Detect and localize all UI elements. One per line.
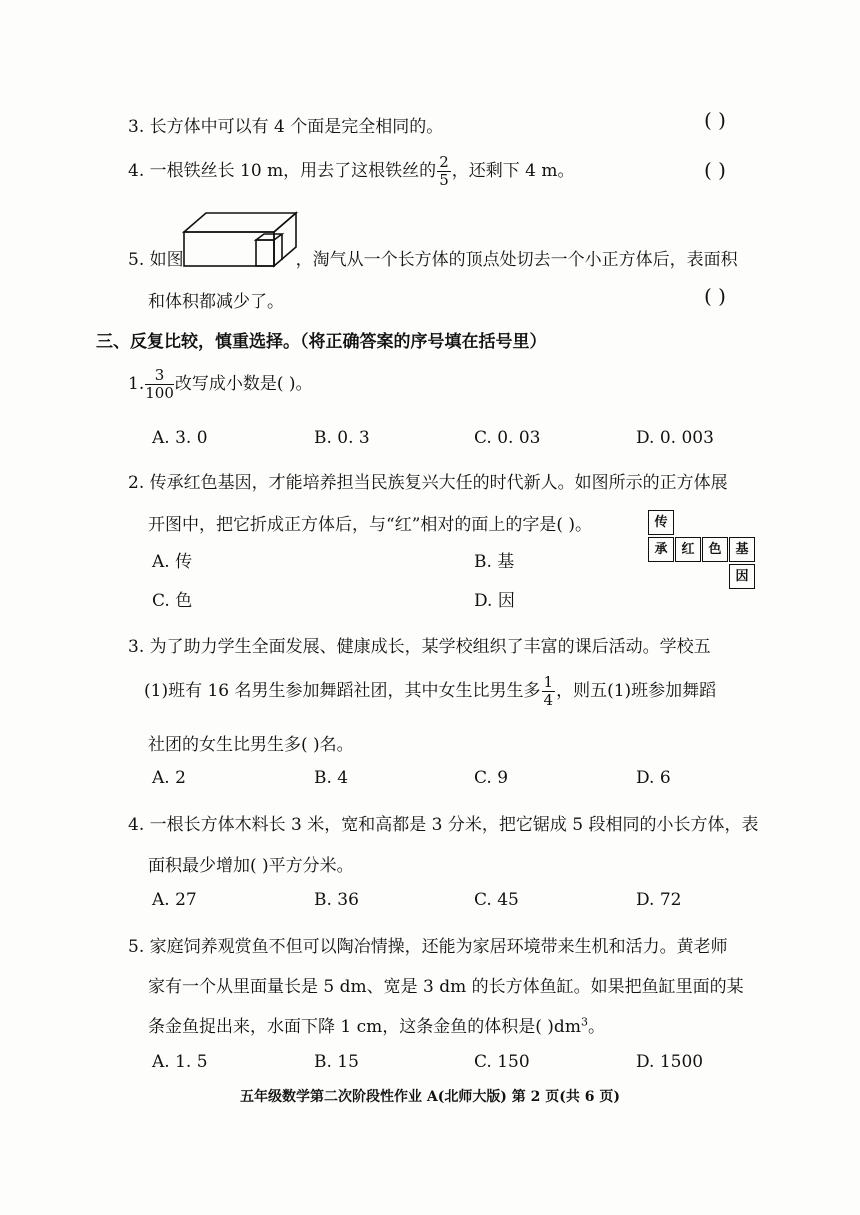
page-footer: 五年级数学第二次阶段性作业 A(北师大版) 第 2 页(共 6 页) [239, 1089, 621, 1105]
fraction-denominator: 100 [145, 384, 174, 402]
cube-net [648, 510, 756, 590]
question-5-line1: 5. 家庭饲养观赏鱼不但可以陶冶情操，还能为家居环境带来生机和活力。黄老师 [128, 937, 728, 957]
option-c[interactable]: C. 色 [152, 591, 193, 611]
question-3-line1: 3. 为了助力学生全面发展、健康成长，某学校组织了丰富的课后活动。学校五 [128, 637, 711, 657]
option-b[interactable]: B. 15 [314, 1052, 359, 1072]
question-3-line3: 社团的女生比男生多( )名。 [148, 735, 354, 755]
judge-item-3: 3. 长方体中可以有 4 个面是完全相同的。 [128, 117, 444, 137]
net-cell: 因 [729, 564, 755, 589]
fraction [542, 675, 556, 708]
judge-item-5-text: 5. 如图 [128, 250, 184, 270]
question-3-text-end: ，则五(1)班参加舞蹈 [556, 681, 717, 701]
judge-item-5-line2: 和体积都减少了。 [148, 292, 284, 312]
section-title: 三、反复比较，慎重选择。（将正确答案的序号填在括号里） [96, 332, 547, 352]
question-1-number: 1. [128, 374, 145, 394]
answer-paren[interactable]: ( ) [704, 284, 726, 308]
answer-paren[interactable]: ( ) [704, 108, 726, 132]
net-cell: 基 [729, 537, 755, 562]
option-a[interactable]: A. 传 [152, 552, 193, 572]
option-c[interactable]: C. 150 [474, 1052, 530, 1072]
judge-item-4 [128, 155, 574, 188]
fraction [437, 155, 451, 188]
fraction-denominator: 4 [543, 691, 554, 709]
option-a[interactable]: A. 27 [152, 890, 197, 910]
option-d[interactable]: D. 72 [636, 890, 682, 910]
option-b[interactable]: B. 基 [474, 552, 515, 572]
option-a[interactable]: A. 3. 0 [152, 428, 208, 448]
question-3-text: (1)班有 16 名男生参加舞蹈社团，其中女生比男生多 [144, 681, 541, 701]
option-c[interactable]: C. 0. 03 [474, 428, 541, 448]
option-d[interactable]: D. 1500 [636, 1052, 704, 1072]
fraction-numerator: 1 [543, 673, 554, 691]
question-2-line1: 2. 传承红色基因，才能培养担当民族复兴大任的时代新人。如图所示的正方体展 [128, 473, 728, 493]
question-5-text: 条金鱼捉出来，水面下降 1 cm，这条金鱼的体积是( )dm [148, 1017, 581, 1037]
answer-paren[interactable]: ( ) [704, 158, 726, 182]
option-c[interactable]: C. 45 [474, 890, 519, 910]
option-b[interactable]: B. 4 [314, 768, 349, 788]
option-d[interactable]: D. 因 [474, 591, 515, 611]
cuboid-figure [180, 210, 300, 268]
option-d[interactable]: D. 6 [636, 768, 671, 788]
question-5-text-end: 。 [587, 1017, 605, 1037]
fraction-numerator: 2 [439, 153, 449, 171]
fraction-numerator: 3 [145, 368, 174, 385]
net-cell: 色 [702, 537, 728, 562]
question-5-line3 [148, 1012, 605, 1037]
net-cell: 传 [648, 510, 674, 535]
judge-item-4-text-end: ，还剩下 4 m。 [451, 161, 575, 181]
net-cell: 承 [648, 537, 674, 562]
superscript: 3 [580, 1015, 588, 1029]
option-d[interactable]: D. 0. 003 [636, 428, 714, 448]
option-a[interactable]: A. 1. 5 [152, 1052, 208, 1072]
question-5-line2: 家有一个从里面量长是 5 dm、宽是 3 dm 的长方体鱼缸。如果把鱼缸里面的某 [148, 977, 744, 997]
judge-item-5-text-end: ，淘气从一个长方体的顶点处切去一个小正方体后，表面积 [295, 250, 738, 270]
question-4-line2: 面积最少增加( )平方分米。 [148, 856, 354, 876]
question-2-line2: 开图中，把它折成正方体后，与“红”相对的面上的字是( )。 [148, 515, 593, 535]
question-1-text: 改写成小数是( )。 [174, 374, 313, 394]
question-4-line1: 4. 一根长方体木料长 3 米，宽和高都是 3 分米，把它锯成 5 段相同的小长方体，表 [128, 815, 759, 835]
net-cell: 红 [675, 537, 701, 562]
fraction [145, 368, 174, 401]
fraction-denominator: 5 [439, 171, 449, 189]
judge-item-4-text: 4. 一根铁丝长 10 m，用去了这根铁丝的 [128, 161, 437, 181]
option-b[interactable]: B. 36 [314, 890, 359, 910]
option-b[interactable]: B. 0. 3 [314, 428, 370, 448]
question-1 [128, 368, 313, 401]
question-3-line2 [144, 675, 716, 708]
option-c[interactable]: C. 9 [474, 768, 509, 788]
option-a[interactable]: A. 2 [152, 768, 186, 788]
